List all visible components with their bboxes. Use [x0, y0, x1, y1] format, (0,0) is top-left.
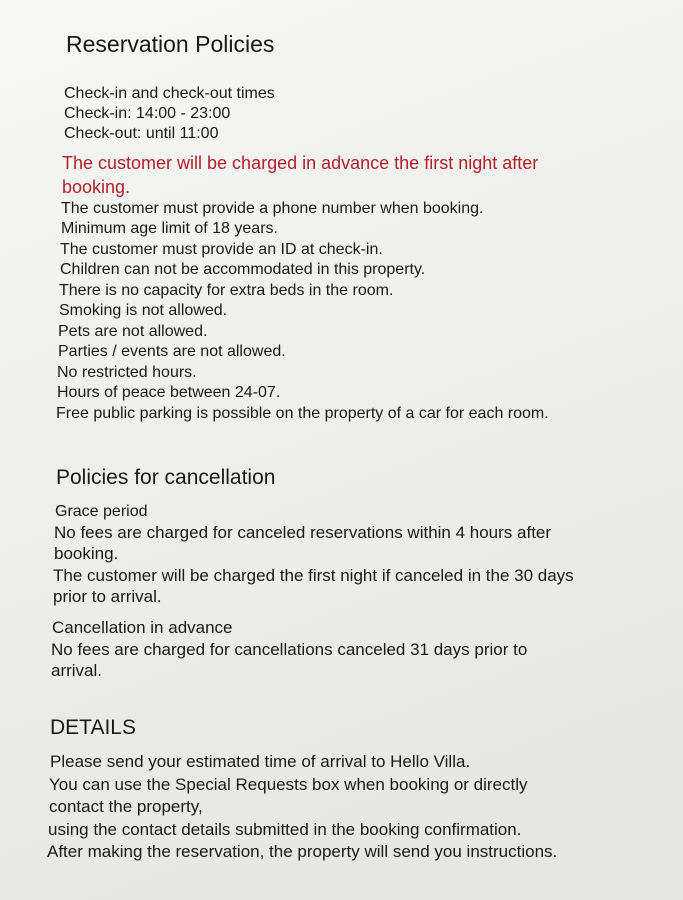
advance-cancellation-text: No fees are charged for cancellations canceled 31 days prior to — [51, 640, 528, 659]
rule-item: Smoking is not allowed. — [59, 302, 228, 319]
rule-item: Free public parking is possible on the property of a car for each room. — [56, 405, 549, 422]
check-in-time: Check-in: 14:00 - 23:00 — [64, 105, 231, 122]
details-text: contact the property, — [49, 797, 203, 816]
page-title: Reservation Policies — [66, 31, 275, 57]
cancellation-title: Policies for cancellation — [56, 466, 276, 489]
rule-item: The customer must provide a phone number when booking. — [61, 200, 484, 217]
rule-item: Children can not be accommodated in this property. — [60, 261, 426, 278]
details-text: Please send your estimated time of arrival to Hello Villa. — [50, 752, 471, 771]
rule-item: Minimum age limit of 18 years. — [61, 220, 278, 237]
grace-text-cont: booking. — [54, 544, 119, 563]
first-night-charge-text: The customer will be charged the first night if canceled in the 30 days — [53, 566, 574, 585]
advance-cancellation-heading: Cancellation in advance — [52, 618, 233, 637]
details-text: After making the reservation, the property will send you instructions. — [47, 842, 558, 861]
check-out-time: Check-out: until 11:00 — [64, 125, 219, 142]
rule-item: There is no capacity for extra beds in the room. — [59, 282, 394, 299]
times-heading: Check-in and check-out times — [64, 85, 275, 102]
rule-item: The customer must provide an ID at check-in. — [60, 241, 383, 258]
advance-charge-notice-cont: booking. — [62, 177, 131, 197]
details-text: using the contact details submitted in the booking confirmation. — [48, 820, 522, 839]
details-text: You can use the Special Requests box when booking or directly — [49, 775, 528, 794]
rule-item: Pets are not allowed. — [58, 323, 208, 340]
first-night-charge-text-cont: prior to arrival. — [53, 587, 162, 606]
grace-heading: Grace period — [55, 503, 148, 520]
grace-text: No fees are charged for canceled reservations within 4 hours after — [54, 523, 552, 542]
advance-charge-notice: The customer will be charged in advance the first night after — [62, 153, 539, 173]
details-title: DETAILS — [50, 716, 136, 739]
advance-cancellation-text-cont: arrival. — [51, 661, 103, 680]
rule-item: Hours of peace between 24-07. — [57, 384, 281, 401]
rule-item: No restricted hours. — [57, 364, 197, 381]
rule-item: Parties / events are not allowed. — [58, 343, 286, 360]
